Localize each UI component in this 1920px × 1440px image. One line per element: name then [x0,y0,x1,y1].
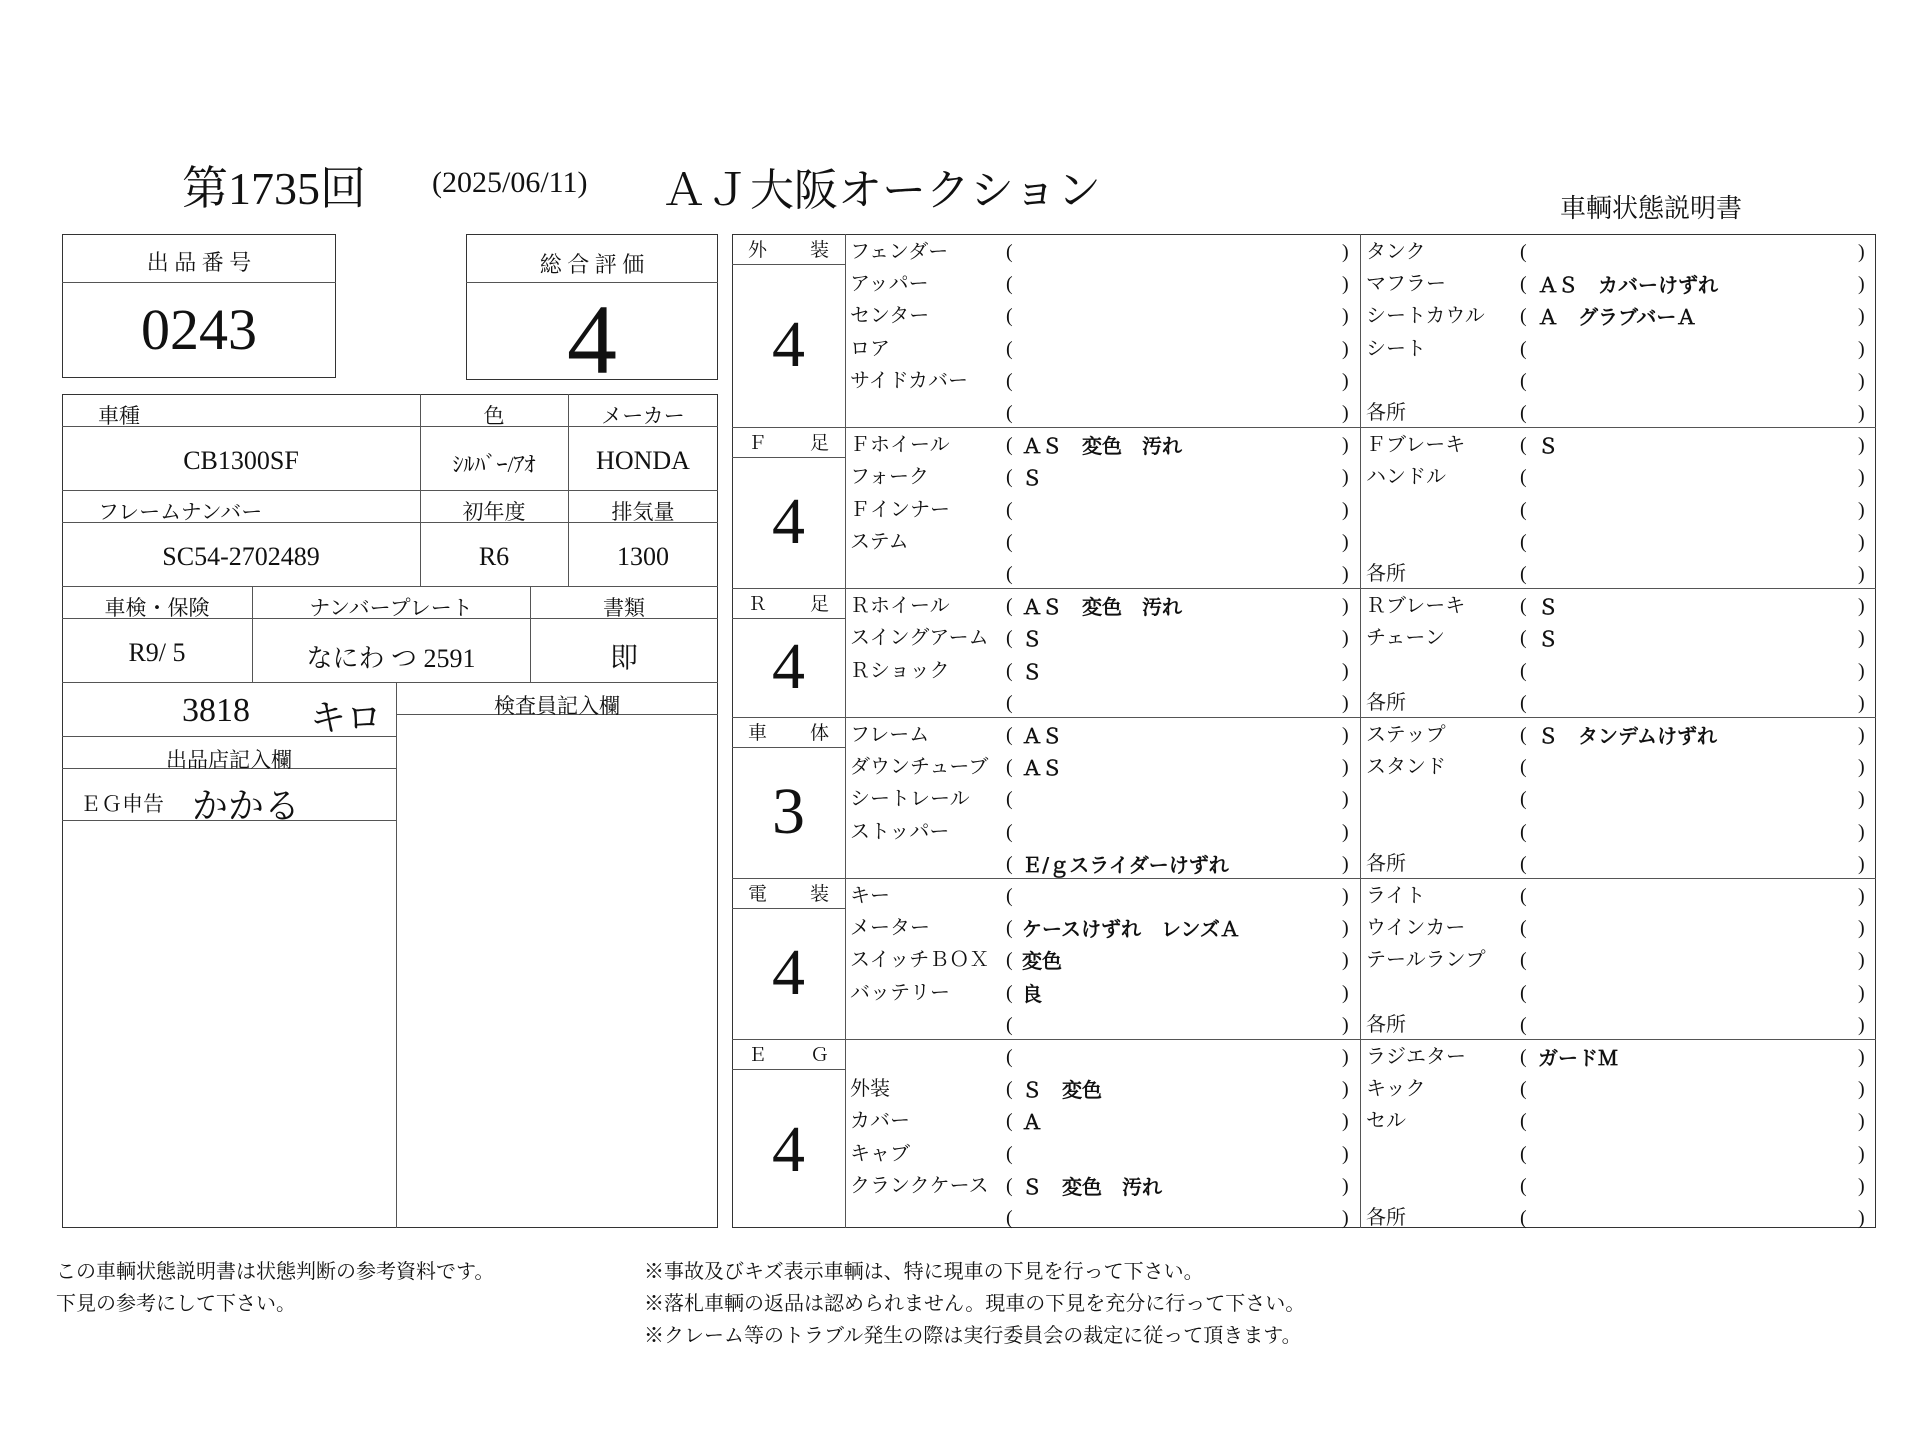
paren-close: ) [1342,498,1349,521]
paren-open: ( [1520,498,1527,521]
item-condition: Ｓ [1022,627,1042,652]
section-name: Ｒ 足 [748,594,829,616]
item-condition: 変色 [1022,949,1062,974]
item-condition: ガードＭ [1538,1046,1618,1070]
paren-open: ( [1520,627,1527,650]
paren-open: ( [1006,756,1013,779]
paren-open: ( [1520,402,1527,424]
auction-name: ＡＪ大阪オークション [662,166,1102,215]
session-number: 第1735回 [182,163,366,214]
paren-open: ( [1520,563,1527,585]
item-condition: ＡＳ [1022,724,1062,748]
paren-close: ) [1858,885,1865,907]
item-label: Ｒホイール [850,595,950,618]
section-score: 4 [772,1112,805,1186]
section-name: 車 体 [748,723,829,744]
paren-close: ) [1858,273,1865,296]
paren-open: ( [1006,1046,1013,1068]
paren-close: ) [1858,852,1865,875]
paren-close: ) [1858,595,1865,618]
paren-open: ( [1520,305,1527,328]
paren-close: ) [1342,981,1349,1004]
color-value: ｼﾙﾊﾞｰ/ｱｵ [452,452,536,477]
paren-open: ( [1520,917,1527,940]
item-label: ストッパー [850,820,950,843]
item-label: カバー [850,1110,910,1133]
paren-open: ( [1520,852,1527,875]
maker-label: メーカー [601,404,685,428]
item-label: テールランプ [1366,949,1486,972]
group-column-divider [1360,234,1361,1228]
displacement-value: 1300 [617,542,669,571]
section-score: 4 [772,935,805,1009]
paren-close: ) [1342,885,1349,907]
eg-declaration-label: ＥＧ申告 [80,792,164,816]
item-label: スイッチＢＯＸ [850,949,990,972]
paren-close: ) [1858,1174,1865,1197]
frame-label: フレームナンバー [98,500,263,524]
document-title: 車輌状態説明書 [1560,194,1743,223]
paren-close: ) [1342,949,1349,972]
section-divider [732,588,1876,589]
paren-open: ( [1520,981,1527,1004]
footer-warning-3: ※クレーム等のトラブル発生の際は実行委員会の裁定に従って頂きます。 [644,1325,1302,1347]
item-label: シート [1366,337,1426,360]
section-name: Ｅ Ｇ [748,1045,829,1066]
item-label: シートレール [850,788,970,811]
item-label: バッテリー [850,981,950,1004]
paren-open: ( [1006,1207,1013,1229]
paren-open: ( [1006,530,1013,553]
paren-open: ( [1006,820,1013,843]
item-label: ラジエター [1366,1046,1466,1068]
section-score: 3 [772,774,805,848]
paren-close: ) [1342,1207,1349,1229]
item-label: 各所 [1366,852,1406,875]
section-name-underline [732,618,845,619]
paren-open: ( [1520,756,1527,779]
paren-close: ) [1342,1046,1349,1068]
paren-open: ( [1520,434,1527,457]
paren-open: ( [1006,691,1013,714]
paren-close: ) [1858,1142,1865,1165]
paren-open: ( [1520,820,1527,843]
plate-label: ナンバープレート [309,596,473,620]
item-label: ハンドル [1366,466,1446,489]
item-label: 各所 [1366,402,1406,424]
item-condition: Ｓ [1538,434,1558,459]
paren-close: ) [1858,369,1865,392]
paren-open: ( [1006,627,1013,650]
paren-open: ( [1520,1110,1527,1133]
paren-open: ( [1520,595,1527,618]
paren-open: ( [1520,530,1527,553]
inspection-value: R9/ 5 [128,638,186,667]
item-label: キック [1366,1078,1426,1101]
item-label: Ｆインナー [850,498,950,521]
item-label: Ｆホイール [850,434,950,457]
paren-open: ( [1520,369,1527,392]
paren-close: ) [1342,917,1349,940]
paren-open: ( [1006,241,1013,263]
item-condition: Ａ [1022,1110,1042,1135]
paren-close: ) [1858,1013,1865,1036]
section-name: Ｆ 足 [748,433,829,455]
item-label: Ｆブレーキ [1366,434,1466,457]
paren-open: ( [1006,466,1013,489]
item-condition: Ｓ 変色 汚れ [1022,1174,1162,1199]
paren-open: ( [1520,1046,1527,1068]
item-label: フォーク [850,466,929,489]
paren-open: ( [1520,1142,1527,1165]
footer-warning-2: ※落札車輌の返品は認められません。現車の下見を充分に行って下さい。 [644,1293,1306,1315]
paren-close: ) [1342,563,1349,585]
paren-close: ) [1858,466,1865,489]
section-name: 電 装 [748,884,829,905]
item-label: タンク [1366,241,1426,263]
paren-close: ) [1858,563,1865,585]
section-score: 4 [772,307,805,381]
docs-value: 即 [609,643,638,674]
item-label: ライト [1366,885,1426,907]
paren-close: ) [1342,1110,1349,1133]
item-label: キャブ [850,1142,910,1165]
paren-close: ) [1858,691,1865,714]
paren-open: ( [1006,788,1013,811]
item-label: ダウンチューブ [850,756,989,779]
maker-value: HONDA [596,446,690,475]
paren-close: ) [1858,659,1865,682]
section-divider [732,878,1876,879]
item-label: ロア [850,337,890,360]
item-condition: ＡＳ 変色 汚れ [1022,595,1182,620]
model-label: 車種 [98,404,140,428]
item-condition: Ｅ/ｇスライダーけずれ [1022,852,1229,877]
footer-warning-1: ※事故及びキズ表示車輌は、特に現車の下見を行って下さい。 [644,1261,1204,1283]
paren-close: ) [1858,1207,1865,1229]
paren-open: ( [1006,305,1013,328]
year-label: 初年度 [462,500,526,524]
lot-number-label: 出 品 番 号 [146,250,252,275]
seller-notes-label: 出品店記入欄 [166,748,292,772]
item-label: メーター [850,917,930,940]
paren-close: ) [1342,369,1349,392]
section-score: 4 [772,629,805,703]
mileage-value: 3818 [182,692,250,729]
item-condition: Ｓ [1538,627,1558,652]
item-condition: Ｓ [1022,659,1042,684]
item-condition: ＡＳ 変色 汚れ [1022,434,1182,459]
paren-open: ( [1006,498,1013,521]
displacement-label: 排気量 [611,500,675,524]
item-label: サイドカバー [850,369,968,392]
plate-value: なにわ つ 2591 [306,644,476,673]
paren-close: ) [1342,788,1349,811]
section-column-divider [845,234,846,1228]
paren-close: ) [1858,981,1865,1004]
paren-open: ( [1006,949,1013,972]
color-label: 色 [483,404,505,428]
paren-close: ) [1342,530,1349,553]
item-label: スイングアーム [850,627,989,650]
paren-open: ( [1006,434,1013,457]
section-divider [732,717,1876,718]
item-condition: Ｓ タンデムけずれ [1538,724,1717,748]
paren-close: ) [1342,1174,1349,1197]
paren-open: ( [1006,402,1013,424]
paren-close: ) [1342,691,1349,714]
item-label: キー [850,885,890,907]
paren-open: ( [1006,852,1013,875]
paren-open: ( [1006,595,1013,618]
paren-open: ( [1520,1207,1527,1229]
paren-open: ( [1006,659,1013,682]
item-condition: Ｓ 変色 [1022,1078,1102,1103]
paren-open: ( [1006,1078,1013,1101]
item-label: Ｒショック [850,659,950,682]
paren-open: ( [1520,885,1527,907]
section-name-underline [732,908,845,909]
footer-note-1: この車輌状態説明書は状態判断の参考資料です。 [56,1261,495,1283]
overall-score-label: 総 合 評 価 [539,252,645,277]
item-condition: ケースけずれ レンズＡ [1022,917,1240,942]
paren-close: ) [1342,337,1349,360]
paren-close: ) [1858,337,1865,360]
section-score: 4 [772,484,805,558]
section-name-underline [732,264,845,265]
paren-close: ) [1342,820,1349,843]
item-label: フレーム [850,724,930,746]
paren-close: ) [1858,949,1865,972]
paren-open: ( [1006,1174,1013,1197]
paren-close: ) [1342,627,1349,650]
paren-open: ( [1520,273,1527,296]
paren-close: ) [1342,1142,1349,1165]
docs-label: 書類 [603,596,645,620]
item-condition: Ｓ [1022,466,1042,491]
paren-open: ( [1520,466,1527,489]
paren-close: ) [1858,1078,1865,1101]
item-label: マフラー [1366,273,1446,296]
paren-close: ) [1858,241,1865,263]
section-name-underline [732,747,845,748]
item-label: 各所 [1366,563,1406,585]
paren-open: ( [1006,273,1013,296]
item-label: セル [1366,1110,1406,1133]
item-label: ステム [850,530,909,553]
paren-open: ( [1006,1110,1013,1133]
paren-close: ) [1342,724,1349,746]
paren-close: ) [1858,917,1865,940]
item-condition: Ａ グラブバーＡ [1538,305,1697,330]
item-label: 各所 [1366,1013,1406,1036]
paren-open: ( [1006,1142,1013,1165]
paren-open: ( [1006,724,1013,746]
item-label: チェーン [1366,627,1445,650]
paren-open: ( [1006,885,1013,907]
paren-open: ( [1520,724,1527,746]
paren-close: ) [1342,1013,1349,1036]
paren-close: ) [1858,530,1865,553]
paren-close: ) [1342,659,1349,682]
section-name-underline [732,457,845,458]
paren-open: ( [1520,337,1527,360]
paren-open: ( [1006,917,1013,940]
paren-open: ( [1006,1013,1013,1036]
lot-number-value: 0243 [141,297,257,362]
item-label: シートカウル [1366,305,1485,328]
section-name-underline [732,1069,845,1070]
item-label: 各所 [1366,691,1406,714]
item-condition: Ｓ [1538,595,1558,620]
paren-close: ) [1858,305,1865,328]
footer-note-2: 下見の参考にして下さい。 [56,1293,296,1315]
paren-close: ) [1342,241,1349,263]
paren-open: ( [1520,691,1527,714]
paren-close: ) [1342,273,1349,296]
paren-open: ( [1006,563,1013,585]
paren-close: ) [1342,852,1349,875]
section-divider [732,427,1876,428]
inspector-notes-label: 検査員記入欄 [494,694,620,718]
paren-close: ) [1342,756,1349,779]
item-label: ステップ [1366,724,1446,746]
item-label: クランクケース [850,1174,989,1197]
item-label: ウインカー [1366,917,1466,940]
paren-close: ) [1858,627,1865,650]
paren-open: ( [1520,1078,1527,1101]
frame-value: SC54-2702489 [162,542,320,571]
paren-open: ( [1006,369,1013,392]
paren-open: ( [1520,1174,1527,1197]
overall-score-value: 4 [567,284,617,395]
item-label: センター [850,305,930,328]
paren-close: ) [1342,402,1349,424]
paren-close: ) [1342,305,1349,328]
item-label: アッパー [850,273,929,296]
item-label: スタンド [1366,756,1446,779]
paren-close: ) [1858,498,1865,521]
paren-close: ) [1342,466,1349,489]
model-value: CB1300SF [183,446,299,475]
section-name: 外 装 [748,240,829,261]
paren-close: ) [1858,724,1865,746]
paren-close: ) [1342,1078,1349,1101]
item-condition: ＡＳ [1022,756,1062,781]
item-label: フェンダー [850,241,949,263]
paren-open: ( [1006,981,1013,1004]
paren-open: ( [1520,241,1527,263]
paren-close: ) [1858,756,1865,779]
paren-open: ( [1006,337,1013,360]
paren-close: ) [1858,788,1865,811]
paren-open: ( [1520,659,1527,682]
inspection-label: 車検・保険 [104,596,210,620]
paren-close: ) [1858,1110,1865,1133]
section-divider [732,1039,1876,1040]
auction-date: (2025/06/11) [432,166,588,199]
paren-close: ) [1342,595,1349,618]
item-label: 外装 [850,1078,890,1101]
paren-open: ( [1520,1013,1527,1036]
paren-close: ) [1858,1046,1865,1068]
item-condition: ＡＳ カバーけずれ [1538,273,1718,298]
paren-close: ) [1858,820,1865,843]
paren-open: ( [1520,949,1527,972]
item-label: 各所 [1366,1207,1406,1229]
item-label: Ｒブレーキ [1366,595,1466,618]
mileage-unit: キロ [310,698,383,738]
item-condition: 良 [1022,981,1042,1006]
paren-close: ) [1858,402,1865,424]
eg-declaration-value: かかる [192,786,301,826]
paren-open: ( [1520,788,1527,811]
paren-close: ) [1342,434,1349,457]
year-value: R6 [478,542,510,571]
paren-close: ) [1858,434,1865,457]
